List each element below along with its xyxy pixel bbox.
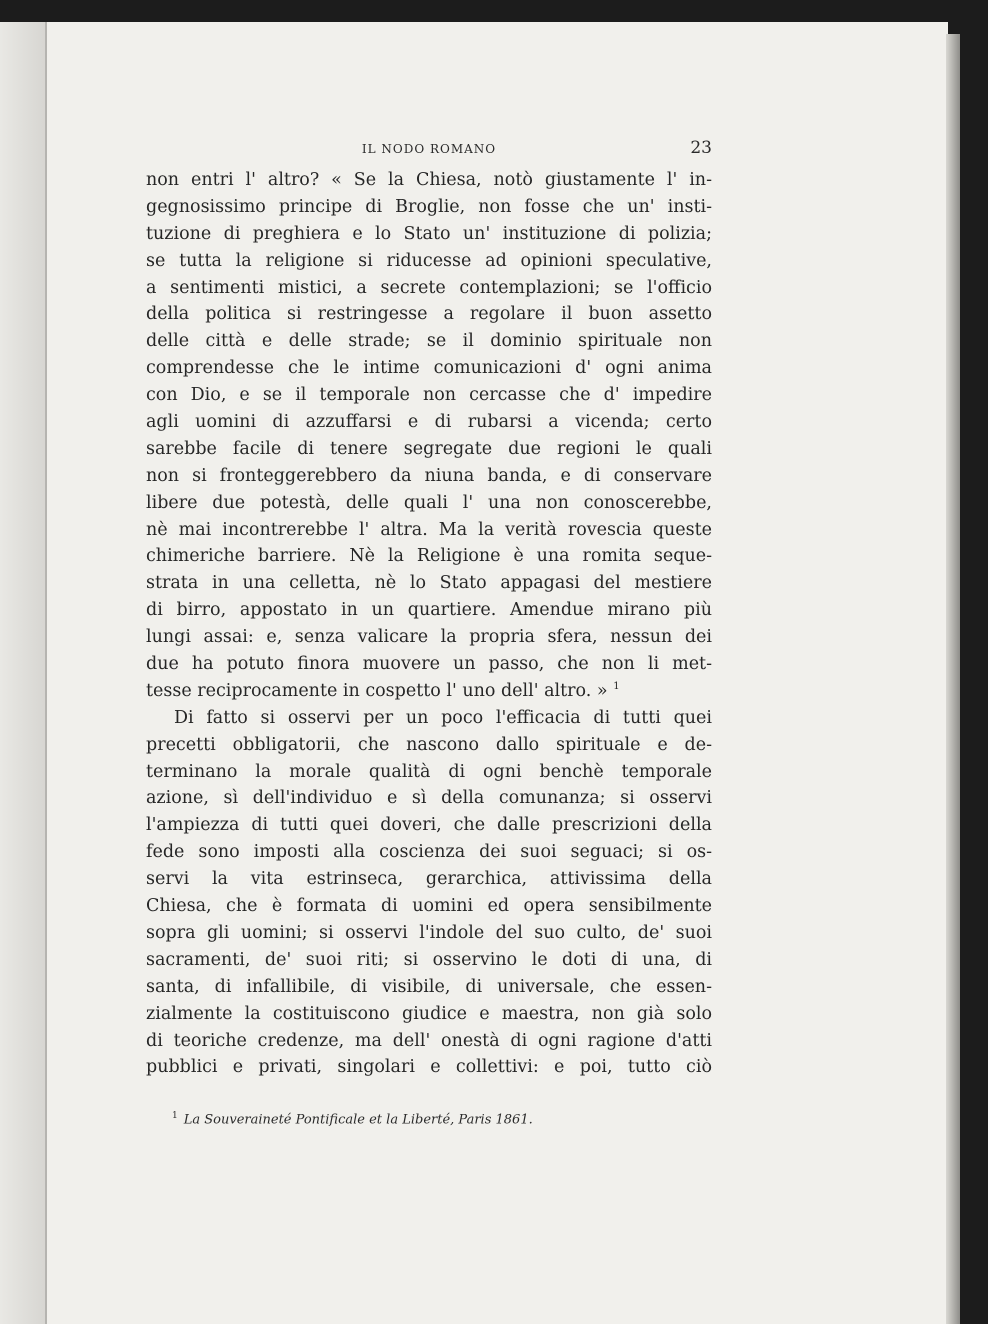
text-line: tuzione di preghiera e lo Stato un' instituzione di polizia; — [146, 223, 712, 244]
text-line: libere due potestà, delle quali l' una non conoscerebbe, — [146, 492, 712, 513]
text-line: se tutta la religione si riducesse ad opinioni speculative, — [146, 250, 712, 271]
text-line: pubblici e privati, singolari e collettivi: e poi, tutto ciò — [146, 1057, 712, 1078]
body-text — [146, 167, 712, 1081]
text-line: delle città e delle strade; se il dominio spirituale non — [146, 331, 712, 352]
text-line: sacramenti, de' suoi riti; si osservino le doti di una, di — [146, 949, 712, 970]
text-line: sarebbe facile di tenere segregate due regioni le quali — [146, 438, 712, 459]
facing-page-edge — [0, 22, 47, 1324]
text-line: a sentimenti mistici, a secrete contemplazioni; se l'officio — [146, 277, 712, 298]
footnote-work-title: La Souveraineté Pontificale et la Liberté — [183, 1112, 451, 1128]
text-line: tesse reciprocamente in cospetto l' uno dell' altro. » — [146, 680, 608, 701]
text-line: precetti obbligatorii, che nascono dallo spirituale e de- — [146, 734, 712, 755]
text-line: sopra gli uomini; si osservi l'indole del suo culto, de' suoi — [146, 922, 712, 943]
text-line: l'ampiezza di tutti quei doveri, che dalle prescrizioni della — [146, 815, 712, 836]
running-title: IL NODO ROMANO — [361, 142, 497, 156]
text-line: di birro, appostato in un quartiere. Amendue mirano più — [146, 600, 712, 621]
text-line: santa, di infallibile, di visibile, di universale, che essen- — [146, 976, 712, 997]
text-line: della politica si restringesse a regolare il buon assetto — [146, 304, 712, 325]
page-header — [146, 138, 712, 164]
text-line: Chiesa, che è formata di uomini ed opera sensibilmente — [146, 896, 712, 917]
text-line: chimeriche barriere. Nè la Religione è una romita seque- — [146, 546, 712, 567]
paragraph-end-line — [146, 678, 712, 705]
footnote-mark: 1 — [172, 1111, 178, 1121]
text-line: zialmente la costituiscono giudice e maestra, non già solo — [146, 1003, 712, 1024]
text-line: agli uomini di azzuffarsi e di rubarsi a vicenda; certo — [146, 412, 712, 433]
page-number: 23 — [690, 138, 712, 158]
text-line: non si fronteggerebbero da niuna banda, e di conservare — [146, 465, 712, 486]
text-line: servi la vita estrinseca, gerarchica, attivissima della — [146, 869, 712, 890]
page-stack-edge — [946, 34, 960, 1324]
text-line: nè mai incontrerebbe l' altra. Ma la verità rovescia queste — [146, 519, 712, 540]
text-line: due ha potuto finora muovere un passo, che non li met- — [146, 654, 712, 675]
text-line: di teoriche credenze, ma dell' onestà di ogni ragione d'atti — [146, 1030, 712, 1051]
text-line: Di fatto si osservi per un poco l'efficacia di tutti quei — [174, 707, 712, 728]
footnote — [172, 1111, 712, 1127]
footnote-reference: 1 — [613, 681, 620, 693]
text-line: lungi assai: e, senza valicare la propria sfera, nessun dei — [146, 627, 712, 648]
text-line: con Dio, e se il temporale non cercasse che d' impedire — [146, 385, 712, 406]
text-line: comprendesse che le intime comunicazioni d' ogni anima — [146, 358, 712, 379]
text-line: fede sono imposti alla coscienza dei suoi seguaci; si os- — [146, 842, 712, 863]
text-line: terminano la morale qualità di ogni benchè temporale — [146, 761, 712, 782]
footnote-place-year: , Paris 1861. — [450, 1112, 533, 1128]
text-line: gegnosissimo principe di Broglie, non fosse che un' insti- — [146, 196, 712, 217]
text-line: non entri l' altro? « Se la Chiesa, notò giustamente l' in- — [146, 170, 712, 190]
text-line: strata in una celletta, nè lo Stato appagasi del mestiere — [146, 573, 712, 594]
text-line: azione, sì dell'individuo e sì della comunanza; si osservi — [146, 788, 712, 809]
